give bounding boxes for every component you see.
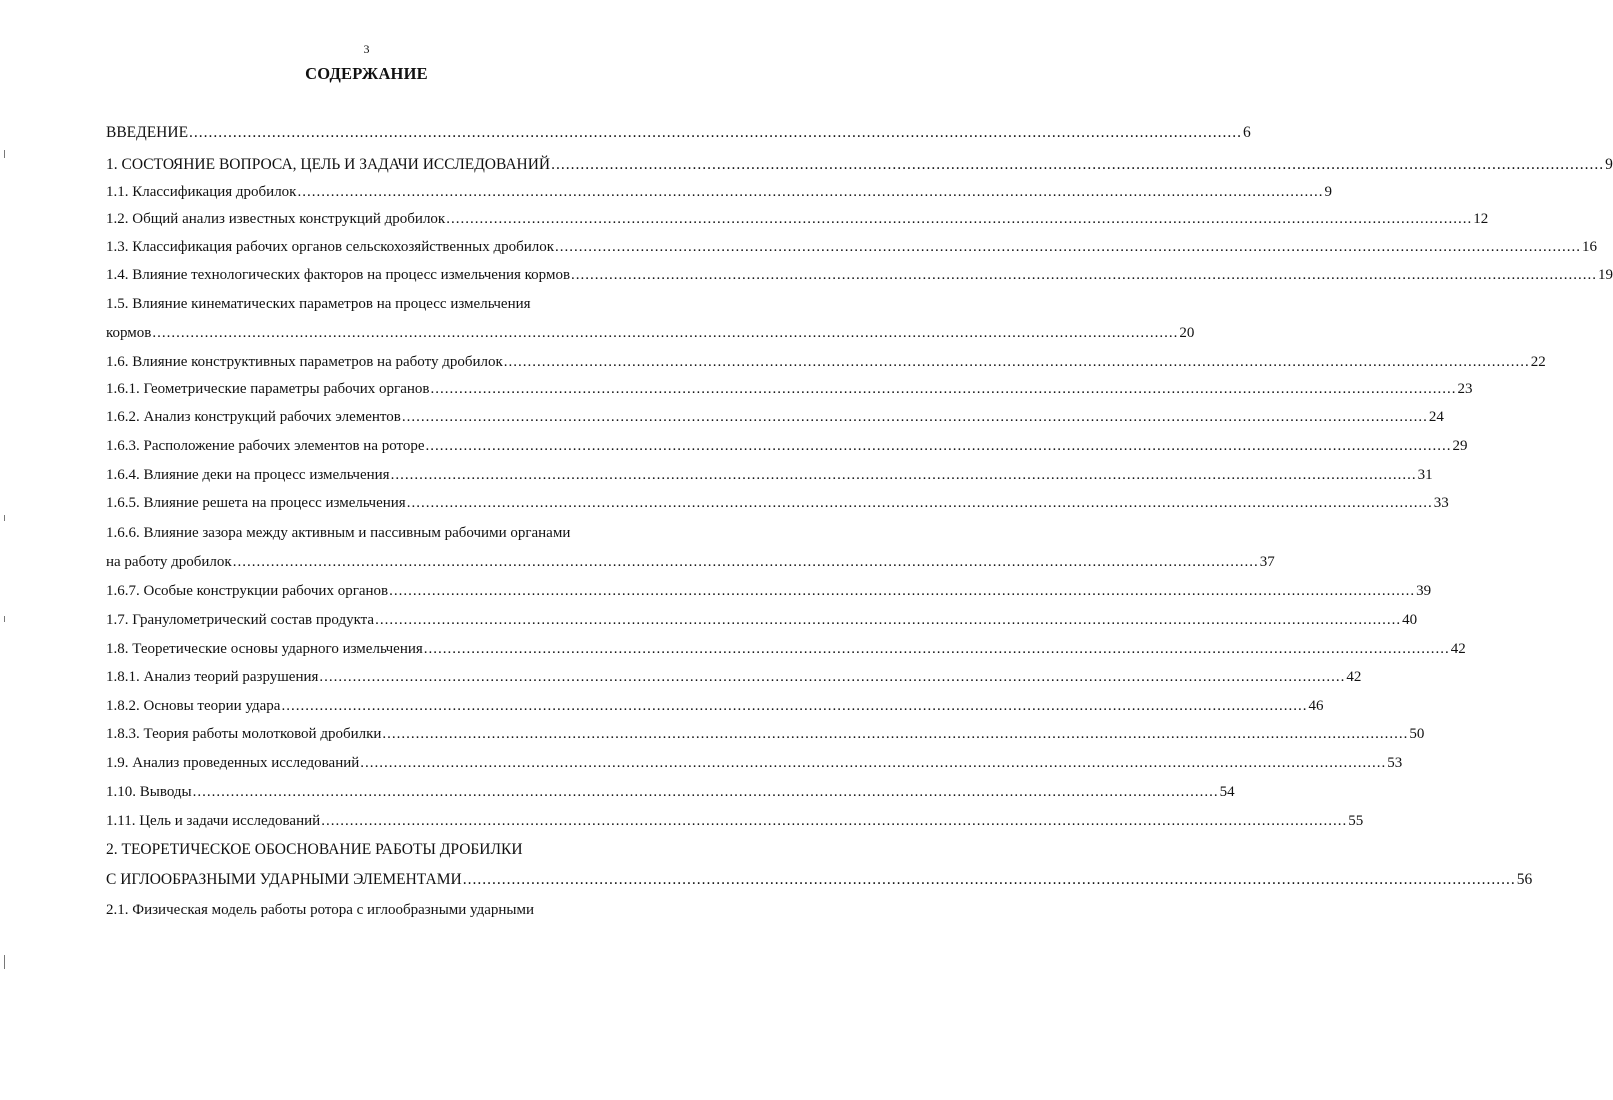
toc-entry-text: 1.6.5. Влияние решета на процесс измельчения bbox=[106, 495, 406, 511]
toc-page-number: 54 bbox=[1219, 784, 1235, 800]
toc-page-number: 22 bbox=[1530, 354, 1546, 370]
toc-entry bbox=[106, 492, 1449, 514]
toc-entry bbox=[106, 752, 1403, 774]
toc-entry bbox=[106, 154, 1613, 176]
toc-dot-leader bbox=[319, 666, 1345, 688]
toc-entry-text: 2. ТЕОРЕТИЧЕСКОЕ ОБОСНОВАНИЕ РАБОТЫ ДРОБИЛКИ bbox=[106, 841, 523, 858]
toc-dot-leader bbox=[555, 236, 1581, 258]
toc-dot-leader bbox=[389, 580, 1415, 602]
toc-entry bbox=[106, 122, 1251, 144]
toc-entry bbox=[106, 322, 1195, 344]
toc-entry-text: 1. СОСТОЯНИЕ ВОПРОСА, ЦЕЛЬ И ЗАДАЧИ ИССЛЕДОВАНИЙ bbox=[106, 156, 551, 173]
toc-dot-leader bbox=[233, 551, 1259, 573]
toc-entry bbox=[106, 293, 680, 315]
toc-entry-text: 1.8.1. Анализ теорий разрушения bbox=[106, 669, 319, 685]
toc-dot-leader bbox=[463, 869, 1516, 891]
toc-page-number: 37 bbox=[1259, 554, 1275, 570]
toc-entry-text: 1.6. Влияние конструктивных параметров на работу дробилок bbox=[106, 354, 503, 370]
toc-page-number: 23 bbox=[1457, 381, 1473, 397]
toc-dot-leader bbox=[424, 638, 1450, 660]
toc-entry-text: 1.2. Общий анализ известных конструкций дробилок bbox=[106, 211, 446, 227]
toc-entry-text: 1.7. Гранулометрический состав продукта bbox=[106, 612, 375, 628]
toc-page-number: 39 bbox=[1416, 583, 1432, 599]
toc-entry bbox=[106, 378, 1473, 400]
toc-entry bbox=[106, 666, 1362, 688]
toc-entry-text: 1.9. Анализ проведенных исследований bbox=[106, 755, 360, 771]
toc-page-number: 53 bbox=[1387, 755, 1403, 771]
toc-entry bbox=[106, 839, 680, 861]
toc-dot-leader bbox=[321, 810, 1347, 832]
toc-dot-leader bbox=[402, 406, 1428, 428]
toc-dot-leader bbox=[571, 264, 1597, 286]
toc-page-number: 9 bbox=[1605, 156, 1613, 173]
toc-dot-leader bbox=[426, 435, 1452, 457]
toc-dot-leader bbox=[297, 181, 1323, 203]
toc-entry-text: 1.6.4. Влияние деки на процесс измельчения bbox=[106, 467, 390, 483]
toc-page-number: 24 bbox=[1428, 409, 1444, 425]
toc-entry bbox=[106, 181, 1332, 203]
toc-page-number: 29 bbox=[1452, 438, 1468, 454]
toc-entry-text: 2.1. Физическая модель работы ротора с иглообразными ударными bbox=[106, 902, 535, 918]
toc-page-number: 50 bbox=[1409, 726, 1425, 742]
toc-page-number: 40 bbox=[1402, 612, 1418, 628]
toc-page-number: 16 bbox=[1582, 239, 1598, 255]
toc-entry bbox=[106, 580, 1432, 602]
toc-entry-text: 1.6.1. Геометрические параметры рабочих органов bbox=[106, 381, 430, 397]
toc-page-number: 42 bbox=[1450, 641, 1466, 657]
toc-entry-text: 1.5. Влияние кинематических параметров на процесс измельчения bbox=[106, 296, 531, 312]
toc-dot-leader bbox=[281, 695, 1307, 717]
toc-entry bbox=[106, 899, 680, 921]
toc-dot-leader bbox=[382, 723, 1408, 745]
toc-entry-text: 1.8.3. Теория работы молотковой дробилки bbox=[106, 726, 382, 742]
toc-entry-text: 1.8.2. Основы теории удара bbox=[106, 698, 281, 714]
toc-entry-text: 1.1. Классификация дробилок bbox=[106, 184, 297, 200]
toc-dot-leader bbox=[504, 351, 1530, 373]
toc-dot-leader bbox=[551, 154, 1604, 176]
toc-dot-leader bbox=[189, 122, 1242, 144]
toc-page-number: 31 bbox=[1417, 467, 1433, 483]
toc-page-number: 6 bbox=[1243, 124, 1251, 141]
toc-page-number: 20 bbox=[1179, 325, 1195, 341]
toc-entry-text: 1.8. Теоретические основы ударного измельчения bbox=[106, 641, 423, 657]
toc-page-number: 33 bbox=[1433, 495, 1449, 511]
toc-page-number: 9 bbox=[1324, 184, 1332, 200]
toc-dot-leader bbox=[152, 322, 1178, 344]
toc-entry-text: 1.6.3. Расположение рабочих элементов на роторе bbox=[106, 438, 425, 454]
toc-entry bbox=[106, 638, 1466, 660]
toc-page-number: 55 bbox=[1348, 813, 1364, 829]
toc-entry-text: 1.6.2. Анализ конструкций рабочих элементов bbox=[106, 409, 401, 425]
toc-dot-leader bbox=[430, 378, 1456, 400]
toc-entry bbox=[106, 406, 1444, 428]
toc-entry bbox=[106, 522, 680, 544]
toc-entry-text: кормов bbox=[106, 325, 152, 341]
toc-entry-text: на работу дробилок bbox=[106, 554, 232, 570]
toc-entry bbox=[106, 208, 1489, 230]
toc-dot-leader bbox=[407, 492, 1433, 514]
toc-dot-leader bbox=[391, 464, 1417, 486]
page-number: 3 bbox=[363, 42, 370, 56]
toc-page-number: 19 bbox=[1598, 267, 1613, 283]
toc-entry-text: 1.10. Выводы bbox=[106, 784, 192, 800]
toc-page-number: 46 bbox=[1308, 698, 1324, 714]
toc-entry-text: 1.11. Цель и задачи исследований bbox=[106, 813, 321, 829]
toc-page-number: 12 bbox=[1473, 211, 1489, 227]
toc-entry-text: С ИГЛООБРАЗНЫМИ УДАРНЫМИ ЭЛЕМЕНТАМИ bbox=[106, 871, 462, 888]
toc-entry bbox=[106, 351, 1546, 373]
toc-entry bbox=[106, 609, 1418, 631]
toc-page-number: 56 bbox=[1516, 871, 1533, 888]
toc-entry bbox=[106, 435, 1468, 457]
toc-dot-leader bbox=[375, 609, 1401, 631]
toc-entry-text: 1.4. Влияние технологических факторов на процесс измельчения кормов bbox=[106, 267, 571, 283]
toc-entry-text: ВВЕДЕНИЕ bbox=[106, 124, 189, 141]
toc-entry bbox=[106, 781, 1235, 803]
toc-entry bbox=[106, 695, 1324, 717]
toc-dot-leader bbox=[360, 752, 1386, 774]
toc-entry-text: 1.6.6. Влияние зазора между активным и пассивным рабочими органами bbox=[106, 525, 571, 541]
toc-entry bbox=[106, 236, 1598, 258]
toc-entry bbox=[106, 264, 1613, 286]
toc-entry bbox=[106, 723, 1425, 745]
toc-entry-text: 1.3. Классификация рабочих органов сельскохозяйственных дробилок bbox=[106, 239, 555, 255]
toc-entry bbox=[106, 810, 1364, 832]
page-title: СОДЕРЖАНИЕ bbox=[305, 64, 428, 83]
toc-dot-leader bbox=[193, 781, 1219, 803]
toc-dot-leader bbox=[446, 208, 1472, 230]
toc-page-number: 42 bbox=[1346, 669, 1362, 685]
toc-entry bbox=[106, 464, 1433, 486]
toc-entry bbox=[106, 869, 1533, 891]
toc-entry bbox=[106, 551, 1275, 573]
toc-entry-text: 1.6.7. Особые конструкции рабочих органов bbox=[106, 583, 389, 599]
